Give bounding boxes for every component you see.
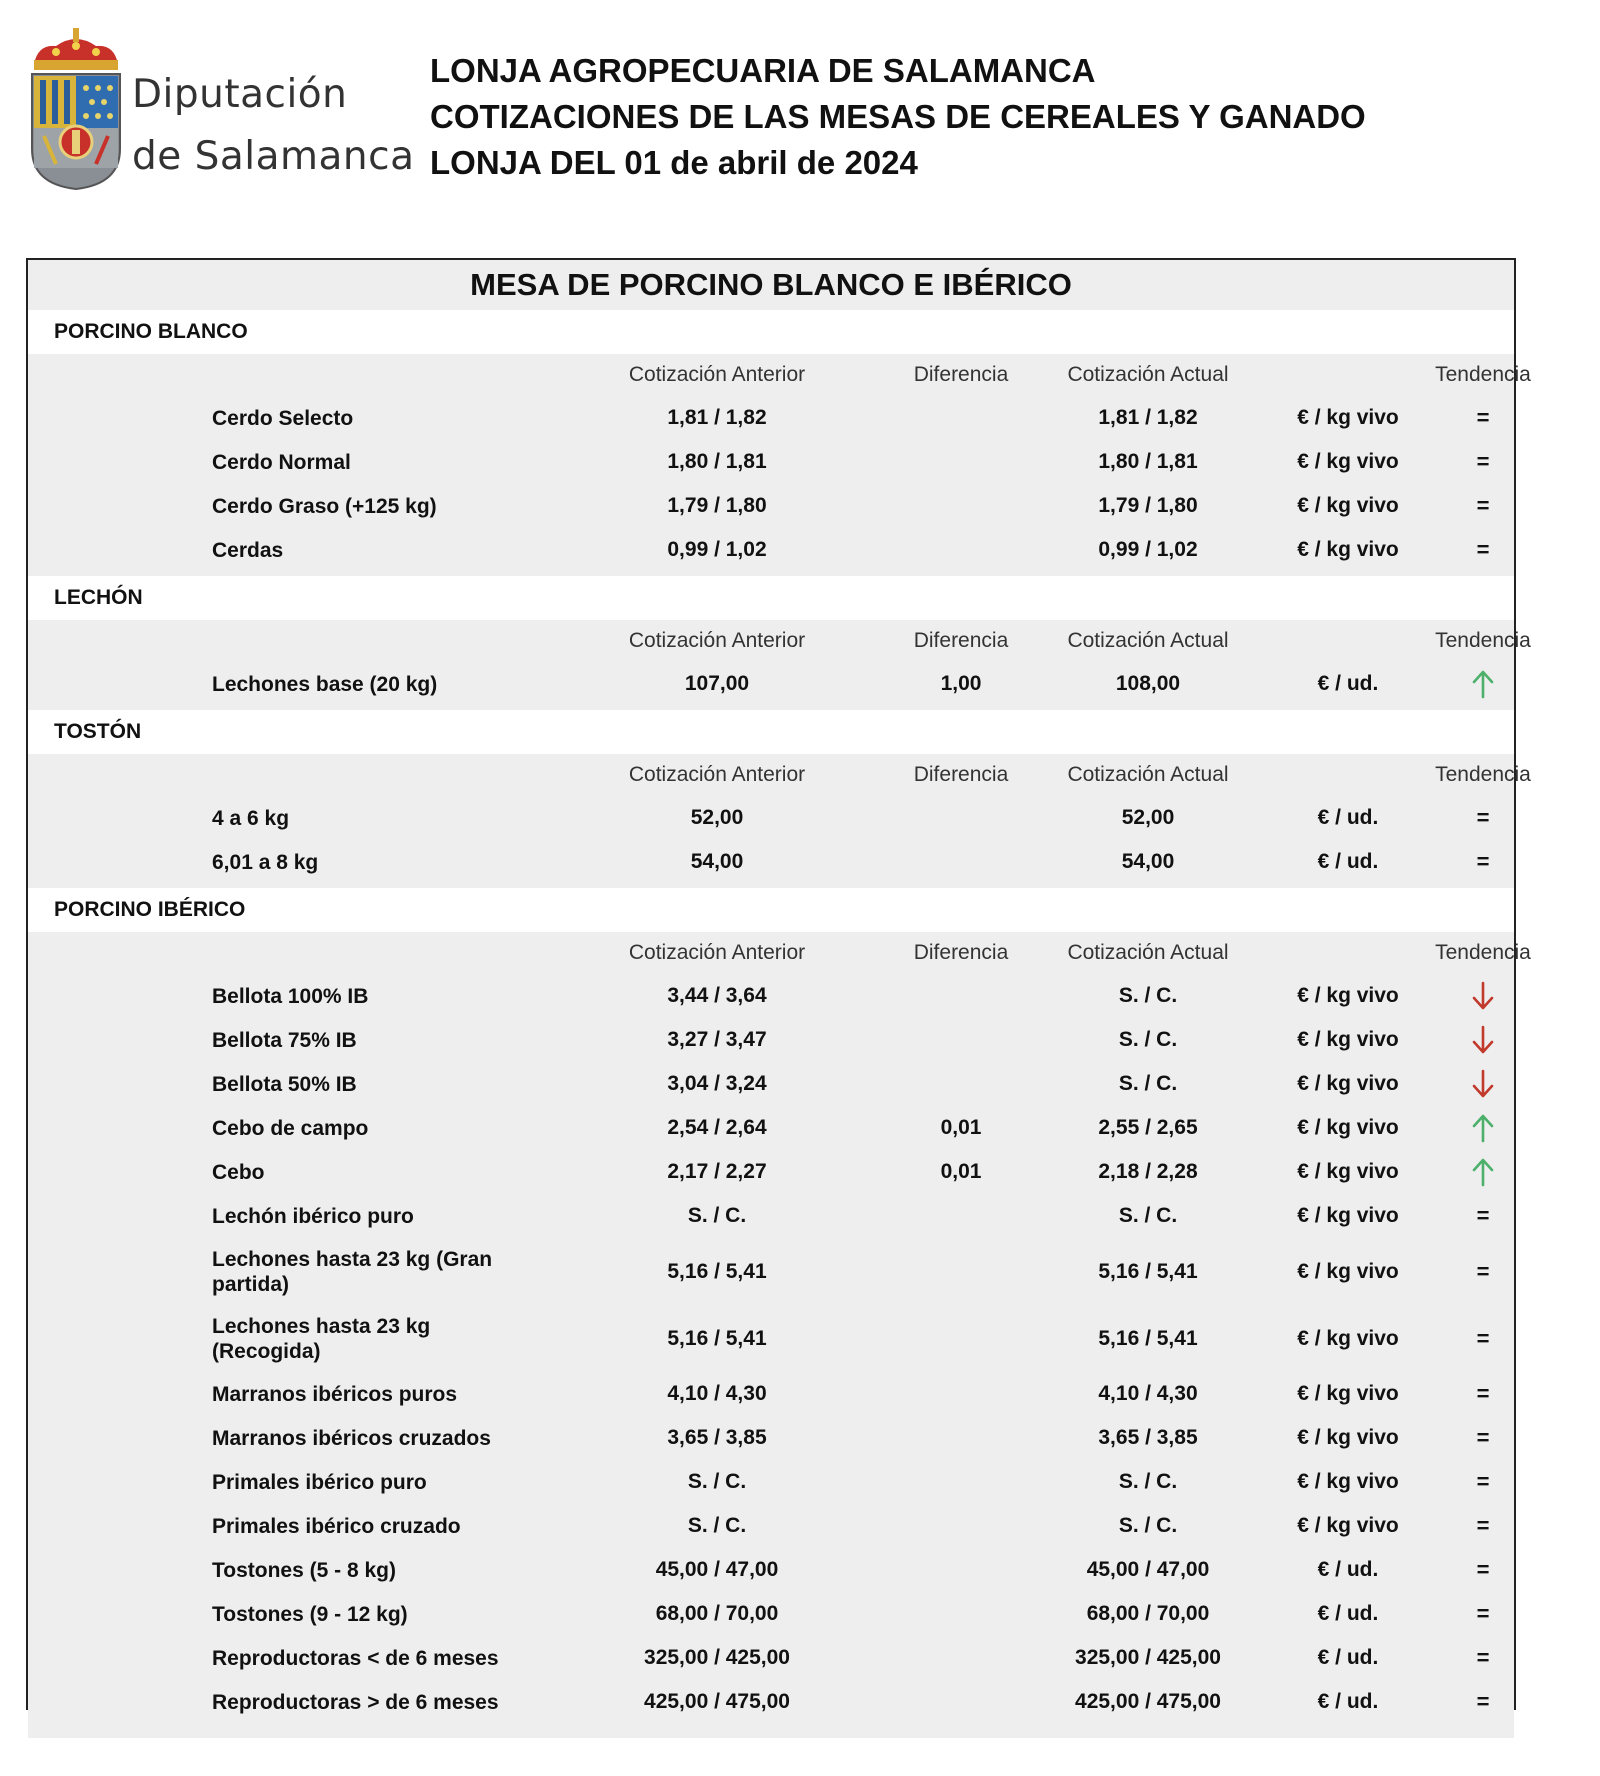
title-line-3: LONJA DEL 01 de abril de 2024 xyxy=(430,144,918,181)
price-diferencia xyxy=(876,974,1046,1018)
table-sections xyxy=(28,310,1531,1738)
product-name: Cerdo Normal xyxy=(212,450,351,474)
trend-equal: = xyxy=(1476,1325,1490,1351)
trend-equal: = xyxy=(1476,537,1490,562)
price-anterior: 4,10 / 4,30 xyxy=(667,1382,767,1405)
title-line-2: COTIZACIONES DE LAS MESAS DE CEREALES Y GANADO xyxy=(430,98,1366,135)
column-header-anterior: Cotización Anterior xyxy=(628,763,806,786)
table-row xyxy=(28,528,1514,572)
trend-down-arrow-icon xyxy=(1418,1062,1548,1106)
logo-line-2: de Salamanca xyxy=(132,134,415,179)
table-row xyxy=(28,440,1514,484)
table-row xyxy=(28,1460,1514,1504)
price-actual: 54,00 xyxy=(1121,850,1175,873)
price-diferencia xyxy=(876,1062,1046,1106)
price-diferencia: 0,01 xyxy=(940,1116,982,1139)
price-unit: € / kg vivo xyxy=(1297,1382,1399,1405)
price-unit: € / ud. xyxy=(1317,1646,1379,1669)
price-diferencia xyxy=(876,1460,1046,1504)
trend-equal: = xyxy=(1476,405,1490,430)
price-diferencia xyxy=(876,796,1046,840)
price-actual: S. / C. xyxy=(1118,1204,1178,1227)
column-header-row xyxy=(28,932,1531,974)
title-line-1: LONJA AGROPECUARIA DE SALAMANCA xyxy=(430,52,1096,89)
diputacion-logo xyxy=(26,24,415,194)
table-row xyxy=(28,1238,1514,1305)
price-diferencia xyxy=(876,1416,1046,1460)
price-diferencia xyxy=(876,1194,1046,1238)
column-header-tendencia: Tendencia xyxy=(1435,941,1531,964)
product-name: Tostones (9 - 12 kg) xyxy=(212,1602,408,1626)
price-actual: 0,99 / 1,02 xyxy=(1098,538,1198,561)
price-unit: € / kg vivo xyxy=(1297,406,1399,429)
price-anterior: 3,44 / 3,64 xyxy=(667,984,767,1007)
trend-up-arrow-icon xyxy=(1418,1106,1548,1150)
price-unit: € / ud. xyxy=(1317,1690,1379,1713)
product-name: Lechón ibérico puro xyxy=(212,1204,414,1228)
price-diferencia xyxy=(876,1636,1046,1680)
price-anterior: 68,00 / 70,00 xyxy=(655,1602,779,1625)
product-name: Bellota 75% IB xyxy=(212,1028,357,1052)
section-body xyxy=(28,754,1531,888)
trend-equal: = xyxy=(1476,1645,1490,1670)
price-actual: 45,00 / 47,00 xyxy=(1086,1558,1210,1581)
page-header xyxy=(0,0,1600,230)
section-heading: PORCINO BLANCO xyxy=(28,310,1514,354)
price-actual: S. / C. xyxy=(1118,1514,1178,1537)
product-name: Reproductoras < de 6 meses xyxy=(212,1646,499,1670)
table-row xyxy=(28,1592,1514,1636)
column-header-diferencia: Diferencia xyxy=(913,941,1009,964)
trend-equal: = xyxy=(1476,1425,1490,1450)
price-actual: 1,79 / 1,80 xyxy=(1098,494,1198,517)
section-body xyxy=(28,620,1531,710)
price-anterior: 52,00 xyxy=(690,806,744,829)
section-heading: LECHÓN xyxy=(28,576,1514,620)
price-actual: 1,80 / 1,81 xyxy=(1098,450,1198,473)
price-actual: 1,81 / 1,82 xyxy=(1098,406,1198,429)
section-spacer xyxy=(28,706,1514,710)
price-diferencia xyxy=(876,396,1046,440)
table-row xyxy=(28,1018,1514,1062)
price-anterior: 54,00 xyxy=(690,850,744,873)
price-anterior: 5,16 / 5,41 xyxy=(667,1259,767,1283)
price-diferencia: 0,01 xyxy=(940,1160,982,1183)
price-unit: € / kg vivo xyxy=(1297,1470,1399,1493)
product-name: 6,01 a 8 kg xyxy=(212,850,319,874)
product-name: Lechones hasta 23 kg (Gran partida) xyxy=(212,1247,493,1296)
section-spacer xyxy=(28,884,1514,888)
price-actual: S. / C. xyxy=(1118,1028,1178,1051)
product-name: Primales ibérico cruzado xyxy=(212,1514,461,1538)
trend-equal: = xyxy=(1476,1203,1490,1228)
document-titles xyxy=(430,48,1366,186)
price-unit: € / ud. xyxy=(1317,806,1379,829)
column-header-row xyxy=(28,754,1531,796)
column-header-actual: Cotización Actual xyxy=(1067,941,1229,964)
column-header-tendencia: Tendencia xyxy=(1435,763,1531,786)
trend-down-arrow-icon xyxy=(1418,974,1548,1018)
price-anterior: 1,79 / 1,80 xyxy=(667,494,767,517)
table-row xyxy=(28,1636,1514,1680)
price-actual: 108,00 xyxy=(1115,672,1181,695)
column-header-anterior: Cotización Anterior xyxy=(628,941,806,964)
price-anterior: 3,65 / 3,85 xyxy=(667,1426,767,1449)
price-unit: € / kg vivo xyxy=(1297,1204,1399,1227)
trend-up-arrow-icon xyxy=(1418,1150,1548,1194)
price-diferencia xyxy=(876,1680,1046,1724)
trend-equal: = xyxy=(1476,1601,1490,1626)
section-spacer xyxy=(28,572,1514,576)
price-unit: € / ud. xyxy=(1317,1558,1379,1581)
price-unit: € / kg vivo xyxy=(1297,494,1399,517)
price-unit: € / kg vivo xyxy=(1297,538,1399,561)
trend-equal: = xyxy=(1476,1557,1490,1582)
table-row xyxy=(28,796,1514,840)
price-diferencia xyxy=(876,528,1046,572)
column-header-actual: Cotización Actual xyxy=(1067,763,1229,786)
trend-equal: = xyxy=(1476,849,1490,874)
product-name: Marranos ibéricos cruzados xyxy=(212,1426,491,1450)
price-unit: € / kg vivo xyxy=(1297,1259,1399,1283)
table-row xyxy=(28,1194,1514,1238)
price-unit: € / ud. xyxy=(1317,672,1379,695)
price-anterior: 2,54 / 2,64 xyxy=(667,1116,767,1139)
price-unit: € / kg vivo xyxy=(1297,1426,1399,1449)
price-actual: S. / C. xyxy=(1118,984,1178,1007)
section-heading: TOSTÓN xyxy=(28,710,1514,754)
trend-equal: = xyxy=(1476,1689,1490,1714)
product-name: Cebo de campo xyxy=(212,1116,369,1140)
column-header-diferencia: Diferencia xyxy=(913,363,1009,386)
table-row xyxy=(28,1548,1514,1592)
price-actual: 4,10 / 4,30 xyxy=(1098,1382,1198,1405)
price-unit: € / kg vivo xyxy=(1297,984,1399,1007)
price-unit: € / ud. xyxy=(1317,1602,1379,1625)
table-row xyxy=(28,484,1514,528)
price-diferencia xyxy=(876,1592,1046,1636)
price-anterior: S. / C. xyxy=(687,1514,747,1537)
price-anterior: S. / C. xyxy=(687,1204,747,1227)
price-anterior: 3,04 / 3,24 xyxy=(667,1072,767,1095)
trend-equal: = xyxy=(1476,1258,1490,1284)
price-anterior: 3,27 / 3,47 xyxy=(667,1028,767,1051)
column-header-tendencia: Tendencia xyxy=(1435,629,1531,652)
price-actual: 52,00 xyxy=(1121,806,1175,829)
product-name: Bellota 50% IB xyxy=(212,1072,357,1096)
price-diferencia xyxy=(876,1238,1046,1305)
table-row xyxy=(28,1416,1514,1460)
price-anterior: 425,00 / 475,00 xyxy=(644,1690,790,1713)
product-name: 4 a 6 kg xyxy=(212,806,290,830)
table-row xyxy=(28,396,1514,440)
trend-equal: = xyxy=(1476,493,1490,518)
price-unit: € / kg vivo xyxy=(1297,450,1399,473)
price-diferencia xyxy=(876,484,1046,528)
price-diferencia xyxy=(876,1018,1046,1062)
column-header-diferencia: Diferencia xyxy=(913,629,1009,652)
product-name: Marranos ibéricos puros xyxy=(212,1382,458,1406)
price-actual: 5,16 / 5,41 xyxy=(1098,1259,1198,1283)
price-anterior: 5,16 / 5,41 xyxy=(667,1326,767,1350)
price-unit: € / kg vivo xyxy=(1297,1116,1399,1139)
logo-line-1: Diputación xyxy=(132,72,348,117)
price-actual: S. / C. xyxy=(1118,1072,1178,1095)
price-diferencia xyxy=(876,1548,1046,1592)
price-actual: 425,00 / 475,00 xyxy=(1075,1690,1221,1713)
price-anterior: 1,80 / 1,81 xyxy=(667,450,767,473)
price-diferencia xyxy=(876,1305,1046,1372)
price-anterior: 2,17 / 2,27 xyxy=(667,1160,767,1183)
section-spacer xyxy=(28,1724,1514,1738)
product-name: Lechones base (20 kg) xyxy=(212,672,438,696)
section-body xyxy=(28,354,1531,576)
trend-equal: = xyxy=(1476,449,1490,474)
column-header-row xyxy=(28,354,1531,396)
price-unit: € / ud. xyxy=(1317,850,1379,873)
product-name: Cerdo Selecto xyxy=(212,406,354,430)
price-table-panel xyxy=(26,258,1531,1714)
product-name: Cebo xyxy=(212,1160,265,1184)
price-actual: 2,55 / 2,65 xyxy=(1098,1116,1198,1139)
price-actual: 5,16 / 5,41 xyxy=(1098,1326,1198,1350)
price-diferencia xyxy=(876,840,1046,884)
table-row xyxy=(28,1372,1514,1416)
price-anterior: 325,00 / 425,00 xyxy=(644,1646,790,1669)
panel-title: MESA DE PORCINO BLANCO E IBÉRICO xyxy=(28,260,1514,310)
table-row xyxy=(28,1106,1514,1150)
price-actual: S. / C. xyxy=(1118,1470,1178,1493)
table-row xyxy=(28,1680,1514,1724)
column-header-tendencia: Tendencia xyxy=(1435,363,1531,386)
table-row xyxy=(28,662,1514,706)
price-anterior: 45,00 / 47,00 xyxy=(655,1558,779,1581)
product-name: Bellota 100% IB xyxy=(212,984,369,1008)
price-unit: € / kg vivo xyxy=(1297,1326,1399,1350)
column-header-diferencia: Diferencia xyxy=(913,763,1009,786)
table-row xyxy=(28,974,1514,1018)
table-row xyxy=(28,1504,1514,1548)
price-actual: 325,00 / 425,00 xyxy=(1075,1646,1221,1669)
price-anterior: 107,00 xyxy=(684,672,750,695)
column-header-row xyxy=(28,620,1531,662)
section-heading: PORCINO IBÉRICO xyxy=(28,888,1514,932)
trend-equal: = xyxy=(1476,805,1490,830)
trend-equal: = xyxy=(1476,1381,1490,1406)
column-header-anterior: Cotización Anterior xyxy=(628,363,806,386)
price-anterior: 0,99 / 1,02 xyxy=(667,538,767,561)
table-row xyxy=(28,1305,1514,1372)
price-unit: € / kg vivo xyxy=(1297,1160,1399,1183)
column-header-actual: Cotización Actual xyxy=(1067,363,1229,386)
price-diferencia xyxy=(876,1504,1046,1548)
product-name: Lechones hasta 23 kg (Recogida) xyxy=(212,1314,431,1363)
column-header-anterior: Cotización Anterior xyxy=(628,629,806,652)
price-actual: 3,65 / 3,85 xyxy=(1098,1426,1198,1449)
price-diferencia xyxy=(876,1372,1046,1416)
price-diferencia: 1,00 xyxy=(940,672,982,695)
table-row xyxy=(28,840,1514,884)
price-anterior: S. / C. xyxy=(687,1470,747,1493)
table-row xyxy=(28,1150,1514,1194)
price-unit: € / kg vivo xyxy=(1297,1072,1399,1095)
price-actual: 68,00 / 70,00 xyxy=(1086,1602,1210,1625)
trend-up-arrow-icon xyxy=(1418,662,1548,706)
section-body xyxy=(28,932,1531,1738)
coat-of-arms-icon xyxy=(26,24,126,194)
trend-equal: = xyxy=(1476,1469,1490,1494)
price-unit: € / kg vivo xyxy=(1297,1514,1399,1537)
product-name: Cerdo Graso (+125 kg) xyxy=(212,494,437,518)
price-diferencia xyxy=(876,440,1046,484)
trend-down-arrow-icon xyxy=(1418,1018,1548,1062)
trend-equal: = xyxy=(1476,1513,1490,1538)
product-name: Cerdas xyxy=(212,538,284,562)
product-name: Reproductoras > de 6 meses xyxy=(212,1690,499,1714)
product-name: Primales ibérico puro xyxy=(212,1470,427,1494)
price-actual: 2,18 / 2,28 xyxy=(1098,1160,1198,1183)
product-name: Tostones (5 - 8 kg) xyxy=(212,1558,396,1582)
price-unit: € / kg vivo xyxy=(1297,1028,1399,1051)
price-anterior: 1,81 / 1,82 xyxy=(667,406,767,429)
column-header-actual: Cotización Actual xyxy=(1067,629,1229,652)
table-row xyxy=(28,1062,1514,1106)
